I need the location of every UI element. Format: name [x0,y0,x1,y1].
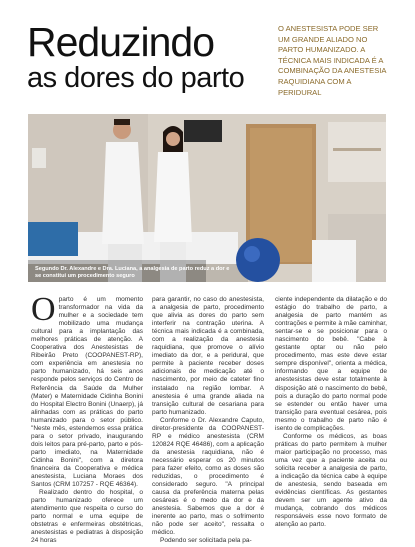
col1-paragraph-2: Realizado dentro do hospital, o parto humanizado oferece um atendimento que respeita o curso do parto normal e uma equipe de obstetras e enfermeiras obstétricas, anestesistas e pediatras à disposição 24 horas [31,489,143,545]
article-photo [28,114,386,282]
col3-paragraph-1: ciente independente da dilatação e do estágio do trabalho de parto, a analgesia de parto mantém as contrações e permite à mãe caminhar, sentar-se e se posicionar para o nascimento do bebê. "Cabe à gestante optar ou não pelo procedimento, mas este deve estar sempre disponível", orienta a médica, informando que a equipe de anestesistas deve estar totalmente à disposição até o nascimento do bebê, pois a duração do parto normal pode se estender ou então haver uma transição para eventual cesárea, pois mesmo o trabalho de parto não é isento de complicações. [275,296,387,432]
title-line-1: Reduzindo [27,19,215,65]
intro-lead: O ANESTESISTA PODE SER UM GRANDE ALIADO NO PARTO HUMANIZADO. A TÉCNICA MAIS INDICADA É A COMBINAÇÃO DA ANESTESIA RAQUIDIANA COM A PERIDURAL [278,24,387,97]
article-column-3 [275,296,387,529]
title-line-2: as dores do parto [27,62,245,94]
col1-paragraph-1: parto é um momento transformador na vida da mulher e a sociedade tem mobilizado uma mudança cultural para a implantação das melhores práticas de atenção. A Cooperativa dos Anestesistas de Ribeirão Preto (COOPANEST-RP), com experiência em anestesia no parto humanizado, há seis anos responde pelos serviços do Centro de Referência da Saúde da Mulher (Mater) e Maternidade Cidinha Bonini do Hospital Electro Bonini (Unaerp), já alinhadas com as práticas do parto humanizado para o setor público. "Neste mês, estendemos essa prática para o setor privado, inaugurando dois leitos para pré-parto, parto e pós-parto imediato, na Maternidade Cidinha Bonini", com a diretora financeira da Cooperativa e médica anestesista, Luciana Moraes dos Santos (CRM 107257 - RQE 46364). [31,296,143,489]
col2-paragraph-3: Podendo ser solicitada pela pa- [160,537,252,545]
drop-cap: O [31,291,56,328]
article-column-1 [31,291,143,545]
article-title [27,19,277,94]
photo-illustration [28,114,386,282]
article-column-2 [152,296,264,545]
col3-paragraph-2: Conforme os médicos, as boas práticas do parto permitem à mulher maior participação no processo, mas uma vez que a paciente aceita ou solicita receber a analgesia de parto, a indicação da técnica cabe à equipe de anestesia, sendo baseada em evidências científicas. As gestantes devem ser um agente ativo da mudança, cobrando dos médicos responsáveis esse novo formato de atenção ao parto. [275,432,387,529]
col2-paragraph-2: Conforme o Dr. Alexandre Caputo, diretor-presidente da COOPANEST-RP e médico anestesista (CRM 120824 RQE 46486), com a aplicação da anestesia raquidiana, não é necessário esperar os 20 minutos para fazer efeito, como as doses são reduzidas, o procedimento é considerado seguro. "A principal causa da preferência materna pelas cesáreas é o medo da dor e da anestesia. Sabemos que a dor é inerente ao parto, mas o sofrimento não pode ser aceito", ressalta o médico. [152,416,264,537]
col2-paragraph-1: para garantir, no caso do anestesista, a analgesia de parto, procedimento que alivia as dores do parto sem interferir na contração uterina. A técnica mais indicada é a combinada, com a realização da anestesia raquidiana, que promove o alívio imediato da dor, e a peridural, que permite à paciente receber doses adicionais de medicação até o nascimento, por meio de cateter fino instalado na região lombar. A anestesia é uma grande aliada na transição cultural de cesariana para parto humanizado. [152,296,264,416]
photo-caption: Segundo Dr. Alexandre e Dra. Luciana, a analgesia de parto reduz a dor e se constitui um procedimento seguro [35,266,230,279]
